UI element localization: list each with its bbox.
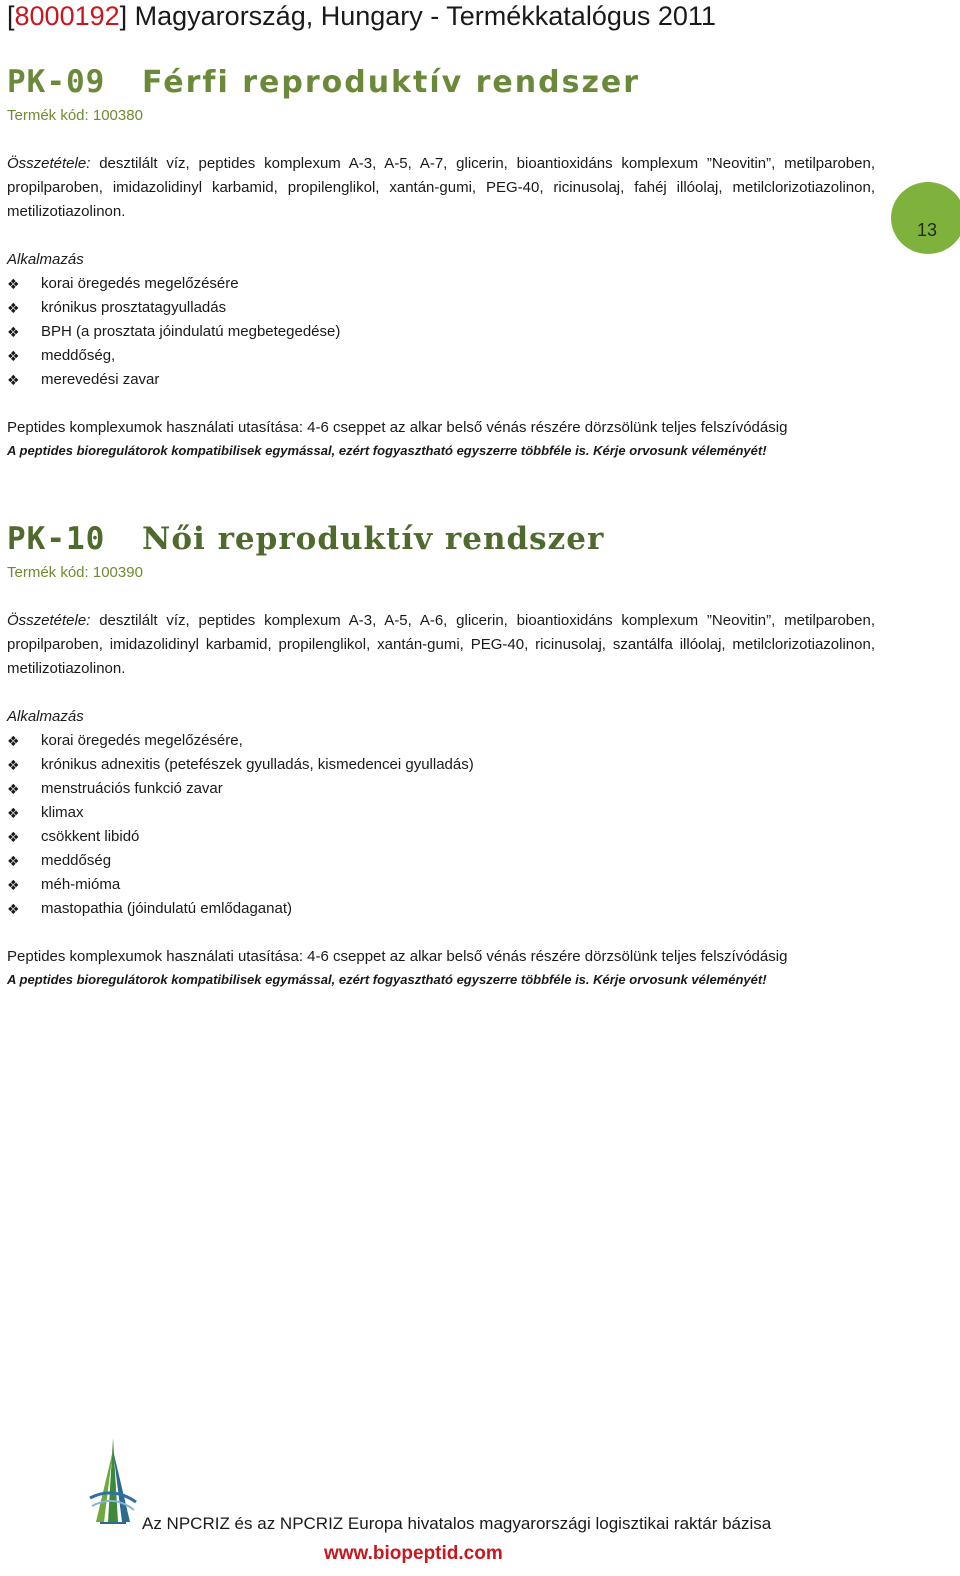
composition <box>7 609 875 681</box>
section-code: PK-10 <box>7 521 106 557</box>
list-item: ❖ merevedési zavar <box>7 368 875 392</box>
header-title: ] Magyarország, Hungary - Termékkatalógus 2011 <box>119 1 716 31</box>
composition-label: Összetétele: <box>7 612 91 629</box>
composition-text: desztilált víz, peptides komplexum A-3, A-5, A-6, glicerin, bioantioxidáns komplexum ”Neovitin”, metilparoben, propilparoben, imidazolidinyl karbamid, propilenglikol, xantán-gumi, PEG-40, ricinusolaj, szantálfa illóolaj, metilclorizotiazolinon, metilizotiazolinon. <box>7 612 875 677</box>
list-item: ❖ korai öregedés megelőzésére <box>7 272 875 296</box>
page-header <box>7 0 907 32</box>
composition-text: desztilált víz, peptides komplexum A-3, A-5, A-7, glicerin, bioantioxidáns komplexum ”Neovitin”, metilparoben, propilparoben, imidazolidinyl karbamid, propilenglikol, xantán-gumi, PEG-40, ricinusolaj, fahéj illóolaj, metilclorizotiazolinon, metilizotiazolinon. <box>7 155 875 220</box>
section-title <box>7 517 875 561</box>
diamond-cross-icon: ❖ <box>7 805 20 821</box>
usage-instructions: Peptides komplexumok használati utasítása: 4-6 cseppet az alkar belső vénás részére dörzsölünk teljes felszívódásig <box>7 948 788 965</box>
usage-title: Alkalmazás <box>7 251 84 268</box>
diamond-cross-icon: ❖ <box>7 757 20 773</box>
product-code: Termék kód: 100390 <box>7 564 143 581</box>
footer-text: Az NPCRIZ és az NPCRIZ Europa hivatalos magyarországi logisztikai raktár bázisa <box>142 1514 772 1533</box>
section-name: Női reproduktív rendszer <box>142 521 605 557</box>
list-item: ❖ BPH (a prosztata jóindulatú megbetegedése) <box>7 320 875 344</box>
list-item: ❖ meddőség, <box>7 344 875 368</box>
product-section-pk09 <box>7 60 875 462</box>
diamond-cross-icon: ❖ <box>7 901 20 917</box>
diamond-cross-icon: ❖ <box>7 733 20 749</box>
section-name: Férfi reproduktív rendszer <box>142 64 641 100</box>
diamond-cross-icon: ❖ <box>7 348 20 364</box>
list-item: ❖ krónikus adnexitis (petefészek gyulladás, kismedencei gyulladás) <box>7 753 875 777</box>
section-title <box>7 60 875 104</box>
list-item: ❖ krónikus prosztatagyulladás <box>7 296 875 320</box>
section-code: PK-09 <box>7 64 106 100</box>
product-section-pk10 <box>7 517 875 991</box>
compatibility-note: A peptides bioregulátorok kompatibilisek egymással, ezért fogyasztható egyszerre többféle is. Kérje orvosunk véleményét! <box>7 972 767 987</box>
list-item: ❖ korai öregedés megelőzésére, <box>7 729 875 753</box>
usage-title: Alkalmazás <box>7 708 84 725</box>
usage-list <box>7 729 875 921</box>
npcriz-logo <box>86 1436 140 1532</box>
list-item: ❖ menstruációs funkció zavar <box>7 777 875 801</box>
diamond-cross-icon: ❖ <box>7 324 20 340</box>
product-code: Termék kód: 100380 <box>7 107 143 124</box>
list-item: ❖ csökkent libidó <box>7 825 875 849</box>
footer-link[interactable]: www.biopeptid.com <box>324 1543 503 1564</box>
list-item: ❖ klimax <box>7 801 875 825</box>
composition-label: Összetétele: <box>7 155 91 172</box>
diamond-cross-icon: ❖ <box>7 300 20 316</box>
compatibility-note: A peptides bioregulátorok kompatibilisek egymással, ezért fogyasztható egyszerre többféle is. Kérje orvosunk véleményét! <box>7 443 767 458</box>
page-number: 13 <box>917 220 938 240</box>
usage-instructions: Peptides komplexumok használati utasítása: 4-6 cseppet az alkar belső vénás részére dörzsölünk teljes felszívódásig <box>7 419 788 436</box>
diamond-cross-icon: ❖ <box>7 781 20 797</box>
list-item: ❖ mastopathia (jóindulatú emlődaganat) <box>7 897 875 921</box>
composition <box>7 152 875 224</box>
diamond-cross-icon: ❖ <box>7 276 20 292</box>
diamond-cross-icon: ❖ <box>7 877 20 893</box>
header-bracket: [ <box>7 1 15 31</box>
diamond-cross-icon: ❖ <box>7 829 20 845</box>
diamond-cross-icon: ❖ <box>7 853 20 869</box>
catalog-code: 8000192 <box>14 1 120 31</box>
list-item: ❖ méh-mióma <box>7 873 875 897</box>
list-item: ❖ meddőség <box>7 849 875 873</box>
diamond-cross-icon: ❖ <box>7 372 20 388</box>
page-number-badge <box>891 182 960 254</box>
usage-list <box>7 272 875 392</box>
